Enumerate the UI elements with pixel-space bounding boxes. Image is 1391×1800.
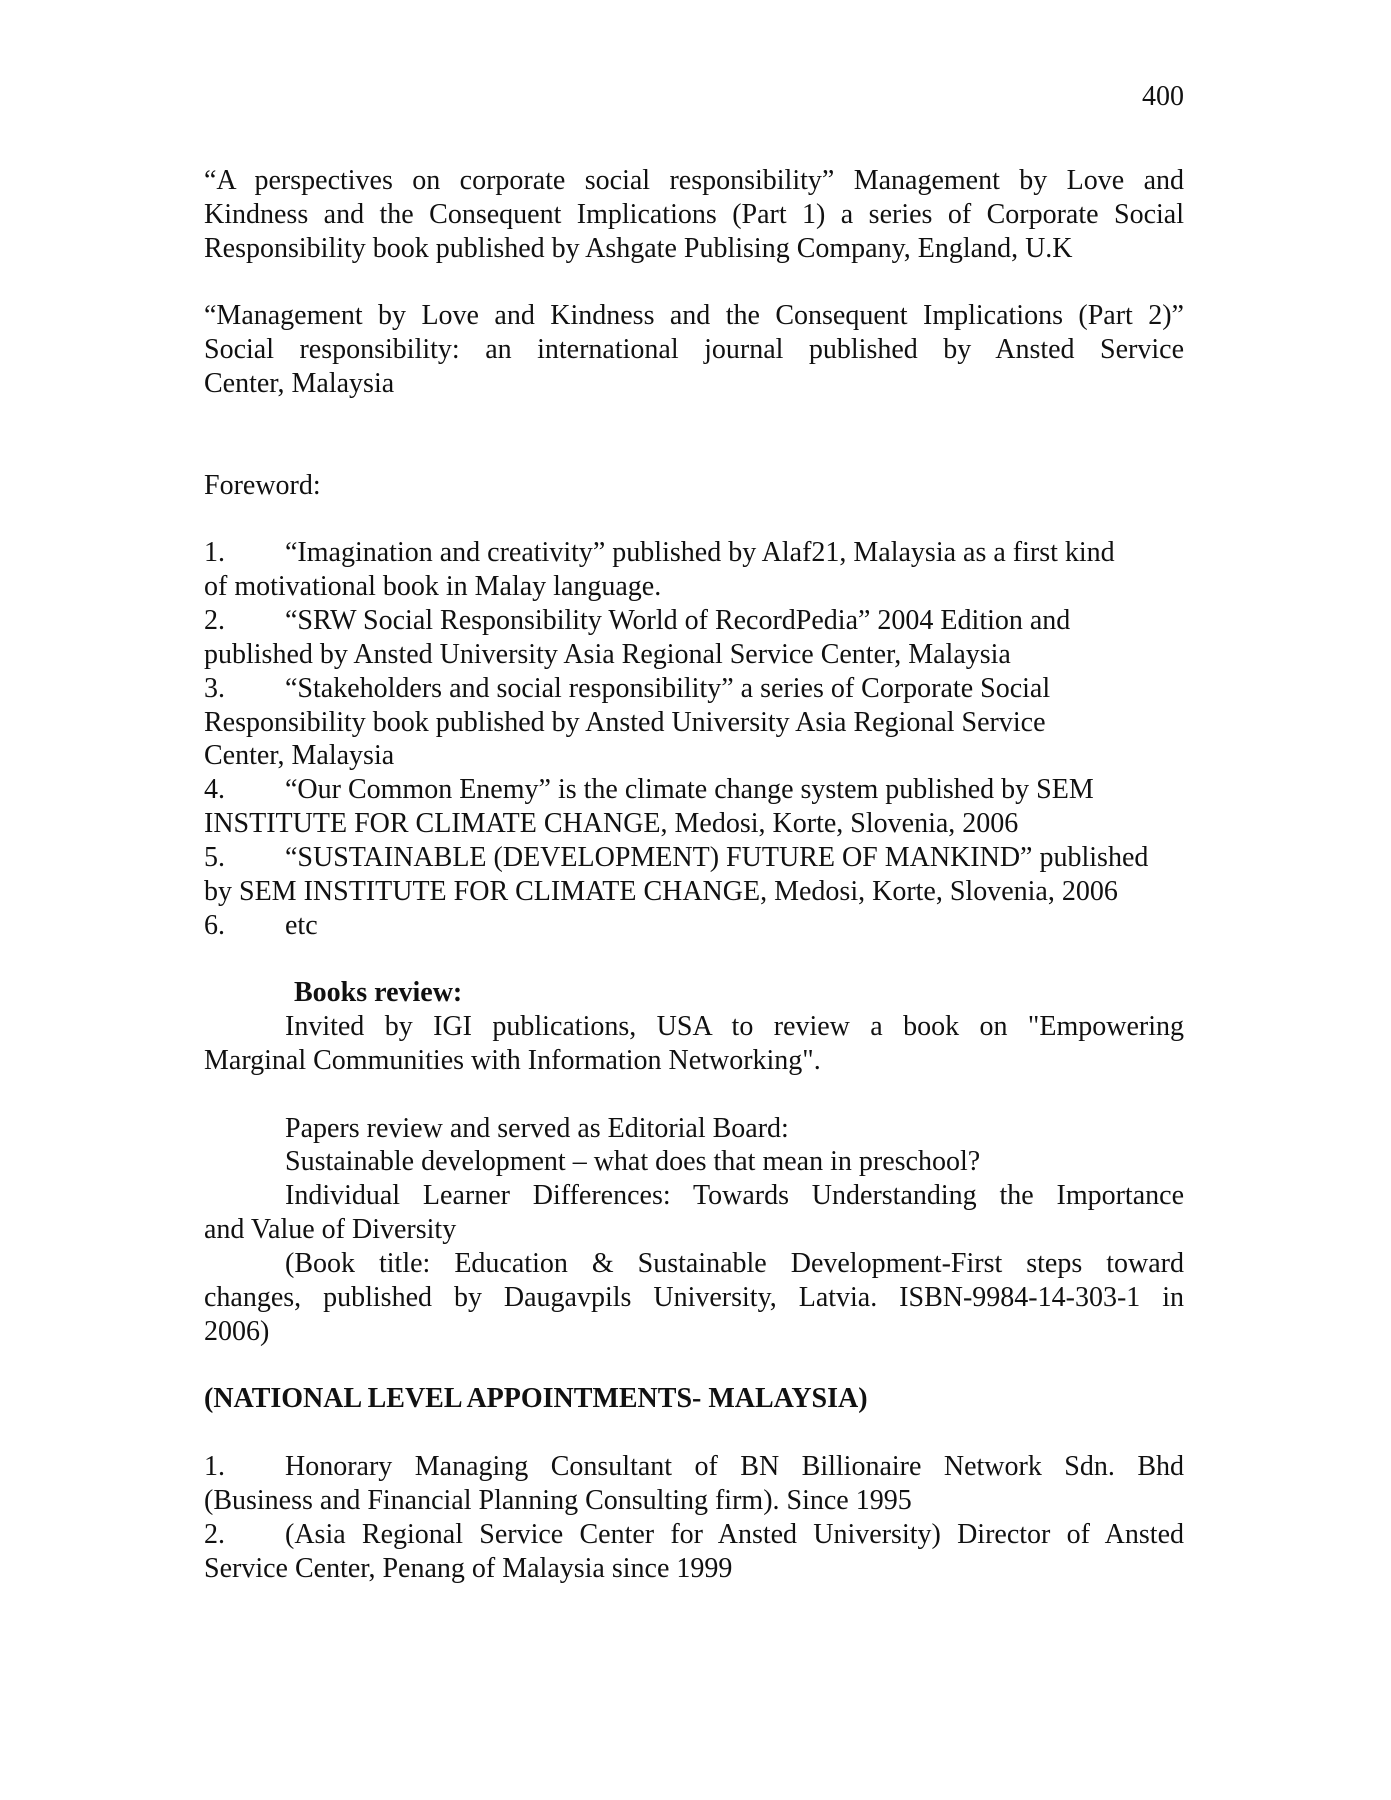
text-line: and Value of Diversity (204, 1214, 457, 1246)
list-item (204, 672, 1184, 706)
item-number: 5. (204, 841, 225, 873)
text-line: Marginal Communities with Information Networking". (204, 1044, 821, 1076)
item-number: 6. (204, 909, 225, 941)
text-line: Responsibility book published by Ansted University Asia Regional Service (204, 706, 1046, 738)
text-line: “A perspectives on corporate social responsibility” Management by Love and (204, 165, 1184, 196)
national-appointments-heading: (NATIONAL LEVEL APPOINTMENTS- MALAYSIA) (204, 1383, 868, 1415)
item-number: 4. (204, 774, 225, 806)
text-line: Individual Learner Differences: Towards Understanding the Importance (285, 1180, 1184, 1212)
item-text: Honorary Managing Consultant of BN Billionaire Network Sdn. Bhd (285, 1451, 1184, 1483)
text-line: INSTITUTE FOR CLIMATE CHANGE, Medosi, Korte, Slovenia, 2006 (204, 808, 1019, 840)
text-line: (Business and Financial Planning Consulting firm). Since 1995 (204, 1484, 912, 1516)
text-line: of motivational book in Malay language. (204, 571, 662, 603)
item-number: 1. (204, 1451, 225, 1483)
list-item (204, 604, 1184, 638)
text-line: Invited by IGI publications, USA to review a book on "Empowering (285, 1011, 1184, 1043)
item-text: “Stakeholders and social responsibility” a series of Corporate Social (285, 672, 1051, 704)
list-item (204, 1518, 1184, 1552)
list-item (204, 536, 1184, 570)
page-body (204, 164, 1184, 1585)
text-line: by SEM INSTITUTE FOR CLIMATE CHANGE, Medosi, Korte, Slovenia, 2006 (204, 875, 1118, 907)
text-line: “Management by Love and Kindness and the Consequent Implications (Part 2)” (204, 300, 1184, 332)
text-line: 2006) (204, 1315, 270, 1347)
publication-paragraph (204, 299, 1184, 401)
item-text: (Asia Regional Service Center for Ansted University) Director of Ansted (285, 1518, 1184, 1550)
item-text: “Our Common Enemy” is the climate change system published by SEM (285, 774, 1094, 806)
item-number: 1. (204, 537, 225, 569)
text-line: published by Ansted University Asia Regional Service Center, Malaysia (204, 638, 1011, 670)
foreword-heading: Foreword: (204, 469, 321, 501)
item-text: “SRW Social Responsibility World of RecordPedia” 2004 Edition and (285, 604, 1071, 636)
item-number: 2. (204, 604, 225, 636)
item-text: etc (285, 909, 318, 941)
text-line: Kindness and the Consequent Implications (Part 1) a series of Corporate Social (204, 198, 1184, 230)
text-line: changes, published by Daugavpils University, Latvia. ISBN-9984-14-303-1 in (204, 1281, 1184, 1313)
list-item (204, 1450, 1184, 1484)
text-line: Center, Malaysia (204, 740, 395, 772)
books-review-heading: Books review: (294, 977, 463, 1009)
item-number: 2. (204, 1518, 225, 1550)
text-line: Service Center, Penang of Malaysia since 1999 (204, 1552, 733, 1584)
foreword-list (204, 536, 1184, 942)
text-line: Center, Malaysia (204, 368, 395, 400)
text-line: Sustainable development – what does that mean in preschool? (285, 1146, 981, 1178)
text-line: Responsibility book published by Ashgate Publising Company, England, U.K (204, 232, 1073, 264)
list-item (204, 841, 1184, 875)
item-text: “SUSTAINABLE (DEVELOPMENT) FUTURE OF MANKIND” published (285, 841, 1149, 873)
list-item (204, 909, 1184, 943)
national-list (204, 1450, 1184, 1585)
papers-review-heading: Papers review and served as Editorial Board: (285, 1112, 789, 1144)
item-number: 3. (204, 672, 225, 704)
publication-paragraph (204, 164, 1184, 266)
list-item (204, 773, 1184, 807)
text-line: Social responsibility: an international journal published by Ansted Service (204, 334, 1184, 366)
text-line: (Book title: Education & Sustainable Development-First steps toward (285, 1248, 1184, 1279)
item-text: “Imagination and creativity” published by Alaf21, Malaysia as a first kind (285, 537, 1115, 569)
page-number: 400 (1142, 81, 1184, 112)
